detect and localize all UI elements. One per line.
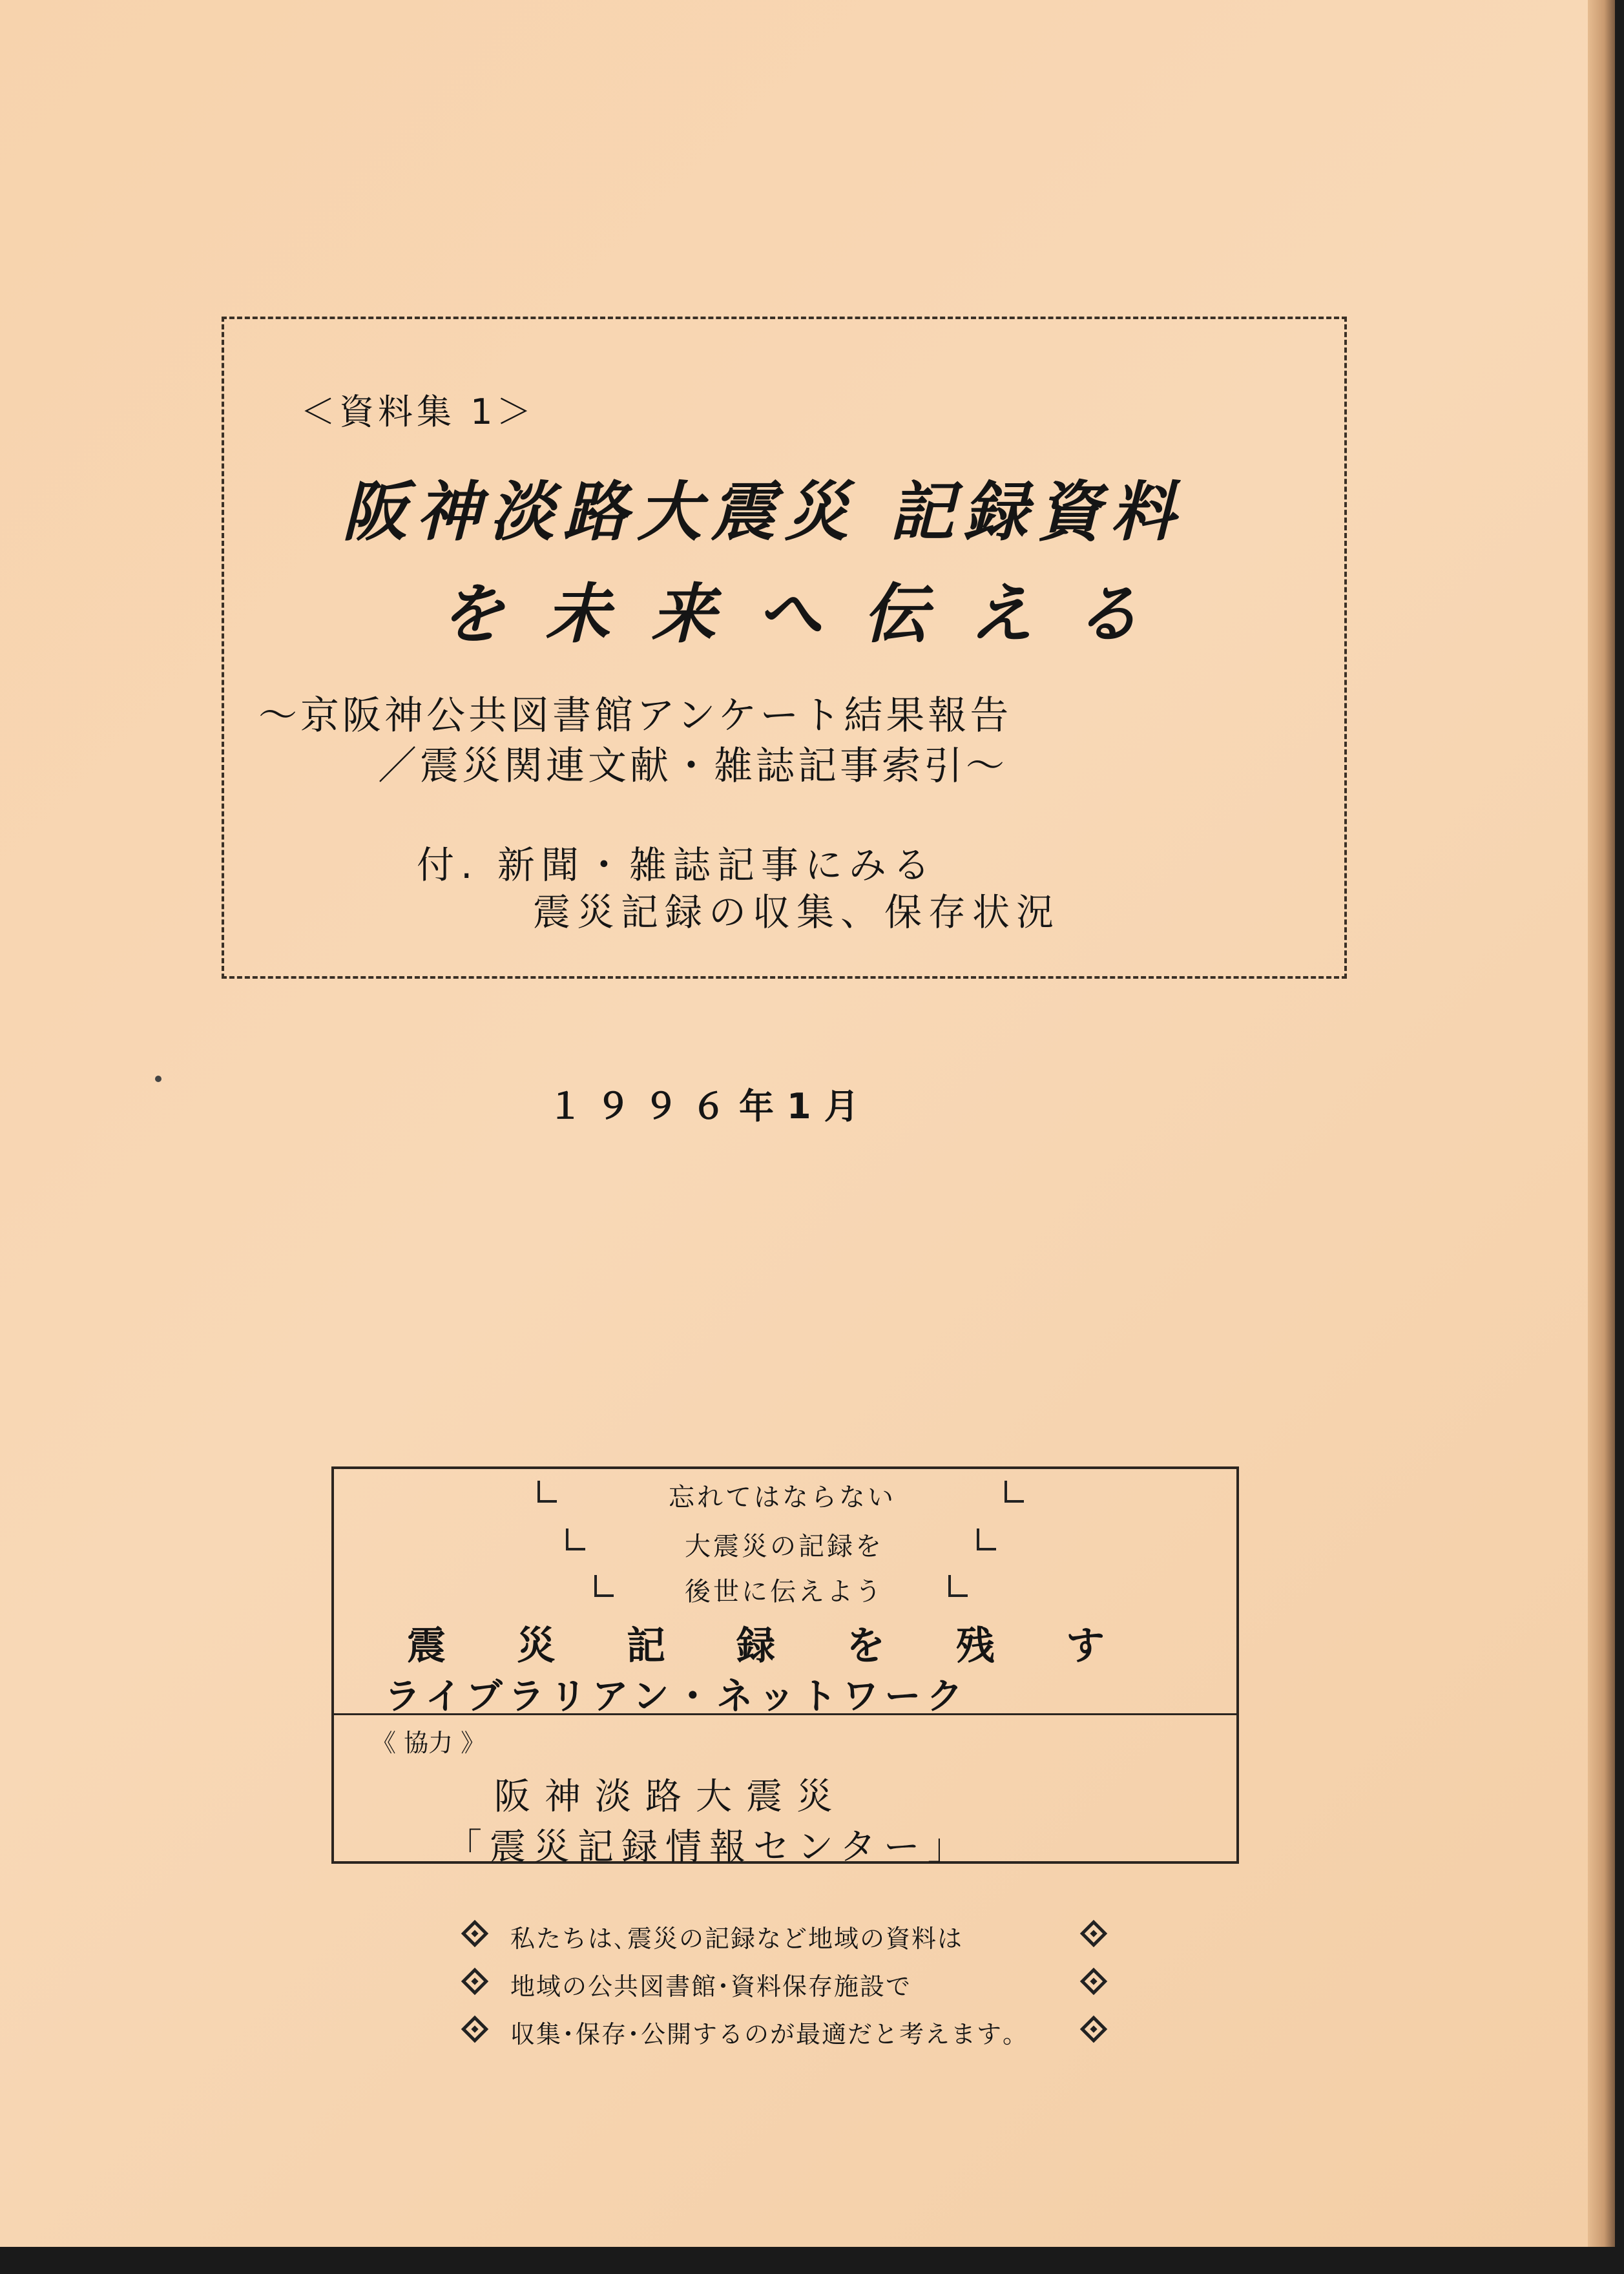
- note-line-2: 地域の公共図書館･資料保存施設で: [510, 1972, 912, 2001]
- corner-bracket-icon: [594, 1575, 614, 1597]
- diamond-bullet-icon: [461, 1968, 488, 1995]
- appendix-line-2: 震災記録の収集、保存状況: [533, 890, 1061, 934]
- series-label: ＜資料集 1＞: [300, 391, 536, 432]
- corner-bracket-icon: [977, 1528, 996, 1550]
- cooperation-center-line-1: 阪神淡路大震災: [494, 1776, 847, 1818]
- appendix-line-1: 付. 新聞・雑誌記事にみる: [417, 843, 937, 887]
- note-line-1: 私たちは､震災の記録など地域の資料は: [510, 1925, 964, 1953]
- diamond-bullet-icon: [1080, 1920, 1107, 1947]
- main-title-line-2: を未来へ伝える: [439, 576, 1181, 652]
- diamond-bullet-icon: [1080, 2016, 1107, 2043]
- main-title-line-1: 阪神淡路大震災 記録資料: [342, 474, 1184, 550]
- motto-line-2: 大震災の記録を: [685, 1532, 884, 1561]
- network-name-line-2: ライブラリアン・ネットワーク: [384, 1676, 969, 1718]
- publication-date: １９９６年1月: [548, 1086, 872, 1127]
- paper-speck: [155, 1076, 161, 1082]
- corner-bracket-icon: [948, 1575, 968, 1597]
- motto-line-3: 後世に伝えよう: [685, 1577, 884, 1607]
- diamond-bullet-icon: [1080, 1968, 1107, 1995]
- cover-edge: [1588, 0, 1615, 2247]
- corner-bracket-icon: [566, 1528, 585, 1550]
- subtitle-line-1: ～京阪神公共図書館アンケート結果報告: [258, 693, 1012, 738]
- cooperation-center-line-2: 「震災記録情報センター」: [446, 1826, 972, 1868]
- motto-line-1: 忘れてはならない: [669, 1483, 896, 1512]
- network-name-line-1: 震災記録を残す: [407, 1623, 1176, 1669]
- note-line-3: 収集･保存･公開するのが最適だと考えます｡: [510, 2020, 1017, 2049]
- diamond-bullet-icon: [461, 2016, 488, 2043]
- subtitle-line-2: ／震災関連文献・雑誌記事索引～: [378, 744, 1008, 789]
- corner-bracket-icon: [1005, 1481, 1024, 1503]
- corner-bracket-icon: [537, 1481, 557, 1503]
- cooperation-label: 《 協力 》: [371, 1729, 486, 1757]
- diamond-bullet-icon: [461, 1920, 488, 1947]
